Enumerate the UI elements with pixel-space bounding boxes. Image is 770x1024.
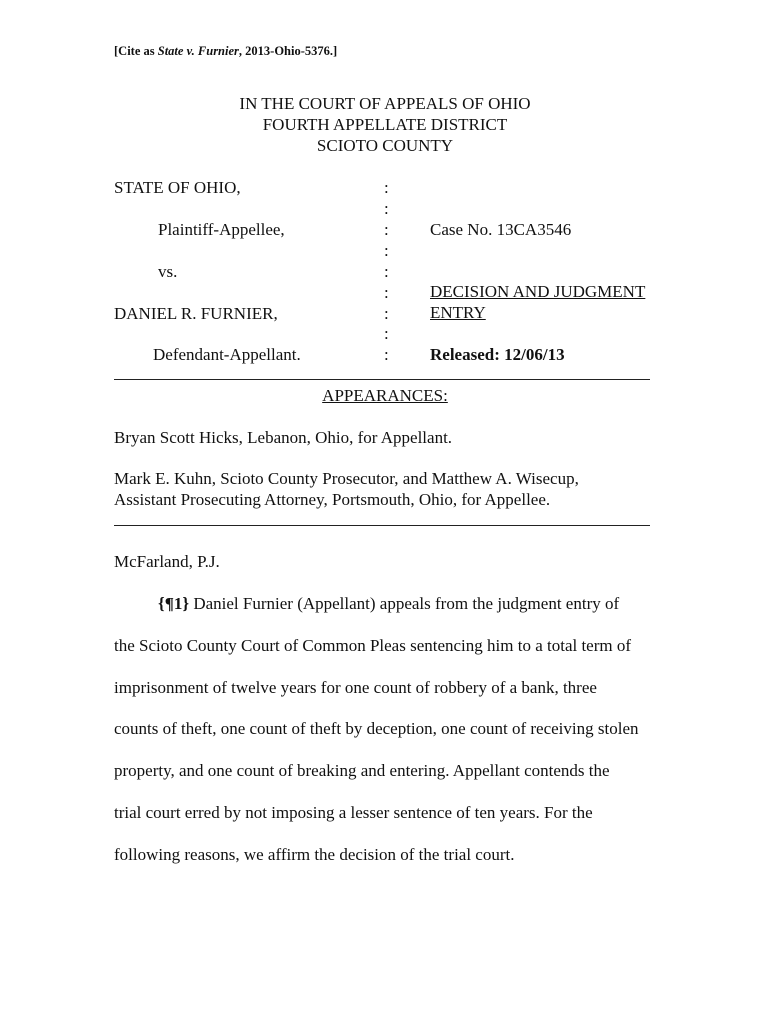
divider-line [114,379,650,380]
caption-colon: : [384,345,389,364]
paragraph-line: trial court erred by not imposing a lesser sentence of ten years. For the [114,803,593,822]
case-number: Case No. 13CA3546 [430,220,572,239]
paragraph-line: property, and one count of breaking and entering. Appellant contends the [114,761,610,780]
paragraph-line: imprisonment of twelve years for one count of robbery of a bank, three [114,678,597,697]
caption-colon: : [384,199,389,218]
versus-label: vs. [158,262,178,281]
decision-title-line1: DECISION AND JUDGMENT [430,282,646,301]
citation-case-name: State v. Furnier [157,44,239,58]
citation-suffix: , 2013-Ohio-5376.] [238,44,338,58]
caption-colon: : [384,283,389,302]
defendant-role: Defendant-Appellant. [153,345,301,364]
paragraph-marker: {¶1} [158,594,190,613]
appearances-heading: APPEARANCES: [322,386,448,405]
caption-colon: : [384,241,389,260]
appellee-counsel-line1: Mark E. Kuhn, Scioto County Prosecutor, and Matthew A. Wisecup, [114,469,579,488]
caption-colon: : [384,220,389,239]
appellant-counsel: Bryan Scott Hicks, Lebanon, Ohio, for Appellant. [114,428,453,447]
paragraph-line: Daniel Furnier (Appellant) appeals from the judgment entry of [189,594,620,613]
appellee-counsel-line2: Assistant Prosecuting Attorney, Portsmouth, Ohio, for Appellee. [114,490,551,509]
paragraph-line: counts of theft, one count of theft by deception, one count of receiving stolen [114,719,639,738]
paragraph-first-line [158,594,619,614]
caption-colon: : [384,304,389,323]
defendant-name: DANIEL R. FURNIER, [114,304,278,323]
caption-colon: : [384,262,389,281]
plaintiff-role: Plaintiff-Appellee, [158,220,285,239]
opinion-author: McFarland, P.J. [114,552,220,571]
decision-title-line2: ENTRY [430,303,486,322]
plaintiff-name: STATE OF OHIO, [114,178,241,197]
court-county: SCIOTO COUNTY [316,136,454,155]
caption-colon: : [384,178,389,197]
paragraph-line: following reasons, we affirm the decision of the trial court. [114,845,515,864]
paragraph-line: the Scioto County Court of Common Pleas sentencing him to a total term of [114,636,632,655]
court-name: IN THE COURT OF APPEALS OF OHIO [239,94,531,113]
citation-prefix: [Cite as [114,44,158,58]
court-district: FOURTH APPELLATE DISTRICT [262,115,508,134]
release-date: Released: 12/06/13 [430,345,565,364]
caption-colon: : [384,324,389,343]
divider-line [114,525,650,526]
citation-header [114,44,337,59]
